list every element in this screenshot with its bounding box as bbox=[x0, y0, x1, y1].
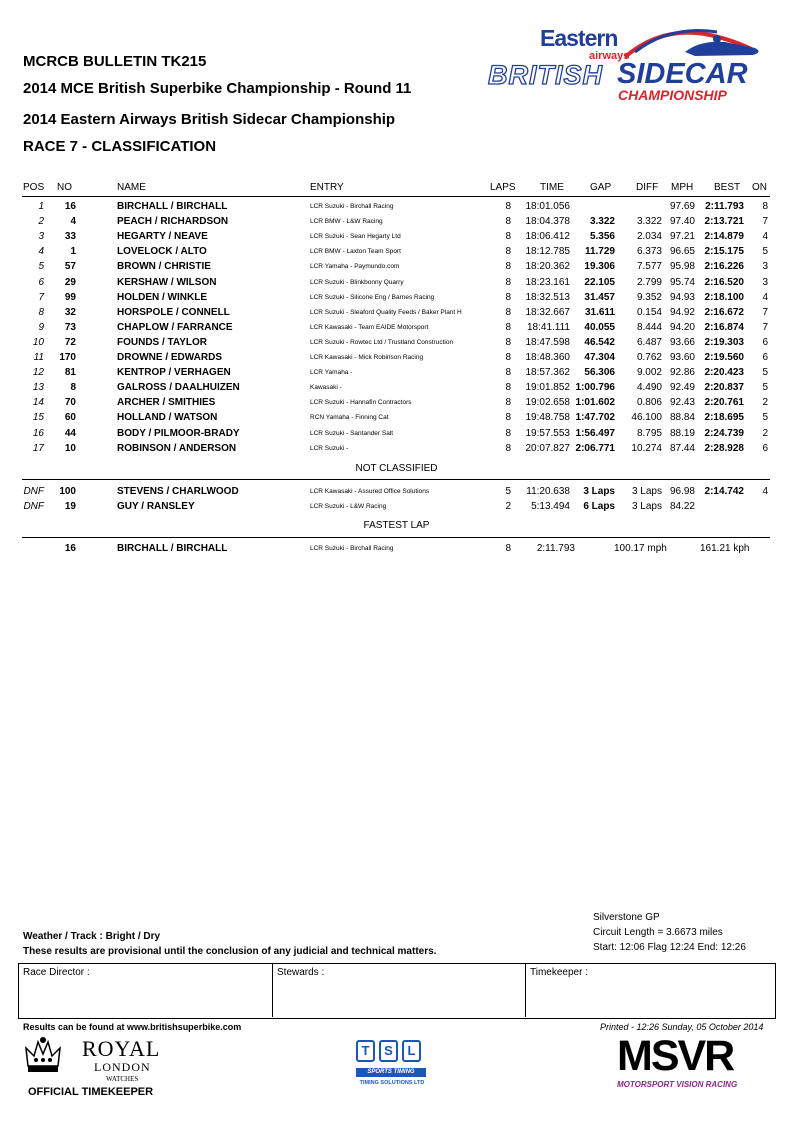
msvr-logo bbox=[617, 1032, 777, 1094]
royal-text: ROYAL bbox=[82, 1036, 161, 1061]
cell-laps: 8 bbox=[505, 201, 511, 212]
circuit-length: Circuit Length = 3.6673 miles bbox=[593, 927, 723, 938]
table-row bbox=[0, 229, 793, 244]
cell-gap: 31.611 bbox=[584, 306, 615, 318]
cell-time: 18:04.378 bbox=[525, 216, 570, 228]
tsl-letter: S bbox=[379, 1040, 398, 1062]
cell-diff: 0.806 bbox=[636, 397, 662, 409]
cell-laps: 8 bbox=[505, 427, 511, 439]
logo-sidecar: SIDECAR bbox=[617, 58, 748, 90]
tsl-logo bbox=[352, 1040, 432, 1092]
cell-pos: 3 bbox=[38, 231, 44, 243]
table-row bbox=[0, 335, 793, 350]
cell-entry: LCR BMW - Laxton Team Sport bbox=[310, 248, 401, 256]
cell-pos: 14 bbox=[32, 397, 44, 409]
cell-time: 18:12.785 bbox=[525, 246, 570, 258]
fastest-no: 16 bbox=[64, 543, 76, 554]
cell-no: 99 bbox=[64, 291, 76, 303]
cell-mph: 84.22 bbox=[669, 501, 695, 512]
cell-no: 60 bbox=[64, 412, 76, 424]
cell-on: 7 bbox=[762, 321, 768, 333]
cell-no: 8 bbox=[70, 382, 76, 394]
col-mph: MPH bbox=[671, 182, 694, 193]
cell-gap: 40.055 bbox=[584, 321, 615, 333]
cell-mph: 94.93 bbox=[669, 291, 695, 303]
cell-on: 8 bbox=[762, 201, 768, 212]
cell-gap: 1:00.796 bbox=[575, 382, 615, 394]
cell-on: 6 bbox=[762, 352, 768, 363]
fastest-name: BIRCHALL / BIRCHALL bbox=[117, 543, 228, 554]
cell-diff: 46.100 bbox=[631, 412, 662, 424]
cell-entry: LCR Suzuki - Santander Salt bbox=[310, 429, 394, 437]
col-name: NAME bbox=[117, 182, 146, 193]
cell-time: 18:57.362 bbox=[525, 367, 570, 379]
cell-gap: 5.356 bbox=[589, 231, 615, 243]
race-times: Start: 12:06 Flag 12:24 End: 12:26 bbox=[593, 942, 746, 953]
cell-name: HEGARTY / NEAVE bbox=[117, 231, 208, 243]
table-row bbox=[0, 410, 793, 425]
cell-on: 7 bbox=[762, 216, 768, 228]
not-classified-rule bbox=[22, 479, 770, 480]
race-director-label: Race Director : bbox=[23, 967, 90, 978]
cell-diff: 2.799 bbox=[636, 276, 662, 288]
tsl-subtitle: TIMING SOLUTIONS LTD bbox=[359, 1080, 425, 1086]
stewards-label: Stewards : bbox=[277, 967, 325, 978]
cell-laps: 8 bbox=[505, 367, 511, 379]
cell-name: ROBINSON / ANDERSON bbox=[117, 442, 237, 454]
table-row bbox=[0, 290, 793, 305]
cell-diff: 2.034 bbox=[636, 231, 662, 243]
col-time: TIME bbox=[540, 182, 564, 193]
cell-entry: LCR Suzuki - bbox=[310, 444, 349, 452]
table-row bbox=[0, 320, 793, 335]
cell-no: 33 bbox=[64, 231, 76, 243]
fastest-lap-row bbox=[0, 541, 793, 556]
cell-laps: 8 bbox=[505, 352, 511, 363]
tsl-sports-timing: SPORTS TIMING bbox=[356, 1068, 426, 1077]
cell-entry: RCN Yamaha - Finning Cat bbox=[310, 414, 389, 422]
cell-diff: 8.444 bbox=[636, 321, 662, 333]
cell-entry: LCR Suzuki - Rowtec Ltd / Trustland Construction bbox=[310, 338, 454, 346]
race-title: RACE 7 - CLASSIFICATION bbox=[23, 138, 217, 155]
cell-time: 18:32.667 bbox=[525, 306, 570, 318]
cell-on: 7 bbox=[762, 306, 768, 318]
cell-best: 2:16.672 bbox=[704, 306, 744, 318]
col-no: NO bbox=[57, 182, 72, 193]
cell-mph: 88.84 bbox=[669, 412, 695, 424]
cell-name: LOVELOCK / ALTO bbox=[117, 246, 207, 258]
cell-time: 19:48.758 bbox=[525, 412, 570, 424]
cell-laps: 8 bbox=[505, 246, 511, 258]
cell-gap: 1:47.702 bbox=[575, 412, 615, 424]
cell-laps: 8 bbox=[505, 306, 511, 318]
logo-championship: CHAMPIONSHIP bbox=[618, 87, 727, 103]
cell-diff: 4.490 bbox=[636, 382, 662, 394]
cell-time: 19:01.852 bbox=[525, 382, 570, 394]
cell-time: 5:13.494 bbox=[531, 501, 570, 512]
cell-pos: 15 bbox=[32, 412, 44, 424]
cell-no: 10 bbox=[64, 442, 76, 454]
cell-name: HORSPOLE / CONNELL bbox=[117, 306, 230, 318]
cell-no: 19 bbox=[64, 501, 76, 512]
cell-no: 32 bbox=[64, 306, 76, 318]
cell-diff: 9.002 bbox=[636, 367, 662, 379]
cell-pos: 11 bbox=[33, 352, 44, 363]
cell-mph: 95.74 bbox=[669, 276, 695, 288]
cell-laps: 8 bbox=[505, 216, 511, 228]
fastest-mph: 100.17 mph bbox=[614, 543, 667, 554]
cell-best: 2:24.739 bbox=[704, 427, 744, 439]
cell-mph: 96.65 bbox=[669, 246, 695, 258]
cell-gap: 11.729 bbox=[584, 246, 615, 258]
cell-best: 2:16.874 bbox=[704, 321, 744, 333]
cell-best: 2:19.560 bbox=[704, 352, 744, 363]
cell-entry: LCR Kawasaki - Assured Office Solutions bbox=[310, 488, 430, 495]
cell-name: BODY / PILMOOR-BRADY bbox=[117, 427, 240, 439]
provisional-notice: These results are provisional until the conclusion of any judicial and technical matters. bbox=[23, 946, 437, 957]
cell-pos: 2 bbox=[38, 216, 44, 228]
cell-best: 2:11.793 bbox=[705, 201, 744, 212]
cell-mph: 93.66 bbox=[669, 336, 695, 348]
logo-british: BRITISH bbox=[488, 60, 603, 90]
cell-laps: 5 bbox=[505, 486, 511, 497]
cell-best: 2:20.423 bbox=[704, 367, 744, 379]
cell-pos: 9 bbox=[38, 321, 44, 333]
cell-pos: 5 bbox=[38, 261, 44, 273]
official-timekeeper: OFFICIAL TIMEKEEPER bbox=[28, 1086, 154, 1098]
cell-pos: 17 bbox=[32, 442, 44, 454]
cell-time: 18:01.056 bbox=[525, 201, 570, 212]
table-row bbox=[0, 426, 793, 441]
cell-time: 18:20.362 bbox=[525, 261, 570, 273]
cell-best: 2:18.100 bbox=[704, 291, 744, 303]
cell-name: FOUNDS / TAYLOR bbox=[117, 336, 208, 348]
table-row bbox=[0, 275, 793, 290]
cell-best: 2:13.721 bbox=[704, 216, 744, 228]
cell-diff: 3.322 bbox=[636, 216, 662, 228]
cell-best: 2:14.742 bbox=[704, 486, 744, 497]
cell-on: 4 bbox=[762, 231, 768, 243]
cell-mph: 87.44 bbox=[669, 442, 695, 454]
stewards-cell bbox=[273, 964, 526, 1017]
cell-time: 18:23.161 bbox=[525, 276, 570, 288]
cell-diff: 3 Laps bbox=[631, 501, 662, 512]
cell-no: 73 bbox=[64, 321, 76, 333]
cell-diff: 3 Laps bbox=[631, 486, 662, 497]
cell-name: DROWNE / EDWARDS bbox=[117, 352, 222, 363]
col-laps: LAPS bbox=[490, 182, 516, 193]
cell-mph: 95.98 bbox=[669, 261, 695, 273]
london-text: LONDON bbox=[94, 1060, 151, 1074]
cell-laps: 8 bbox=[505, 336, 511, 348]
cell-gap: 2:06.771 bbox=[575, 442, 615, 454]
table-row bbox=[0, 199, 793, 214]
cell-gap: 1:56.497 bbox=[575, 427, 615, 439]
cell-time: 18:06.412 bbox=[525, 231, 570, 243]
tsl-letter: L bbox=[402, 1040, 421, 1062]
table-row bbox=[0, 395, 793, 410]
cell-pos: 7 bbox=[38, 291, 44, 303]
cell-no: 16 bbox=[64, 201, 76, 212]
cell-mph: 93.60 bbox=[669, 352, 695, 363]
timekeeper-cell bbox=[526, 964, 775, 1017]
cell-gap: 6 Laps bbox=[583, 501, 615, 512]
cell-no: 57 bbox=[64, 261, 76, 273]
signature-box bbox=[18, 963, 776, 1019]
cell-mph: 97.40 bbox=[669, 216, 695, 228]
cell-name: KENTROP / VERHAGEN bbox=[117, 367, 231, 379]
cell-entry: LCR Suzuki - Birchall Racing bbox=[310, 203, 394, 210]
cell-mph: 92.43 bbox=[669, 397, 695, 409]
table-row bbox=[0, 244, 793, 259]
header-rule bbox=[22, 196, 770, 197]
logo-eastern: Eastern bbox=[540, 25, 618, 51]
cell-entry: LCR BMW - L&W Racing bbox=[310, 218, 383, 226]
cell-entry: LCR Suzuki - Hannafin Contractors bbox=[310, 399, 412, 407]
cell-pos: 12 bbox=[32, 367, 44, 379]
cell-name: HOLLAND / WATSON bbox=[117, 412, 218, 424]
cell-gap: 22.105 bbox=[584, 276, 615, 288]
cell-name: STEVENS / CHARLWOOD bbox=[117, 486, 239, 497]
cell-no: 81 bbox=[64, 367, 76, 379]
table-row bbox=[0, 350, 793, 365]
cell-laps: 8 bbox=[505, 291, 511, 303]
cell-name: PEACH / RICHARDSON bbox=[117, 216, 229, 228]
cell-entry: LCR Suzuki - Sean Hegarty Ltd bbox=[310, 233, 401, 241]
cell-no: 100 bbox=[59, 486, 76, 497]
cell-time: 19:57.553 bbox=[525, 427, 570, 439]
logo-airways: airways bbox=[589, 50, 630, 62]
cell-best: 2:20.837 bbox=[704, 382, 744, 394]
cell-best: 2:19.303 bbox=[704, 336, 744, 348]
cell-best: 2:14.879 bbox=[704, 231, 744, 243]
cell-mph: 97.21 bbox=[669, 231, 695, 243]
table-row bbox=[0, 214, 793, 229]
cell-on: 3 bbox=[762, 276, 768, 288]
fastest-lap-number: 8 bbox=[505, 543, 511, 554]
cell-name: KERSHAW / WILSON bbox=[117, 276, 217, 288]
table-row bbox=[0, 484, 793, 499]
cell-mph: 92.86 bbox=[669, 367, 695, 379]
royal-london-logo bbox=[22, 1036, 172, 1102]
cell-name: ARCHER / SMITHIES bbox=[117, 397, 216, 409]
cell-no: 4 bbox=[70, 216, 76, 228]
cell-diff: 0.762 bbox=[636, 352, 662, 363]
watches-text: WATCHES bbox=[106, 1075, 139, 1083]
cell-entry: LCR Suzuki - L&W Racing bbox=[310, 503, 387, 510]
not-classified-heading: NOT CLASSIFIED bbox=[355, 463, 438, 474]
cell-on: 4 bbox=[762, 291, 768, 303]
cell-pos: DNF bbox=[23, 501, 44, 512]
cell-pos: 4 bbox=[38, 246, 44, 258]
col-diff: DIFF bbox=[636, 182, 659, 193]
cell-laps: 8 bbox=[505, 397, 511, 409]
cell-mph: 88.19 bbox=[669, 427, 695, 439]
cell-on: 5 bbox=[762, 246, 768, 258]
cell-no: 170 bbox=[59, 352, 76, 363]
cell-gap: 19.306 bbox=[584, 261, 615, 273]
table-row bbox=[0, 259, 793, 274]
cell-gap: 31.457 bbox=[584, 291, 615, 303]
cell-pos: 6 bbox=[38, 276, 44, 288]
cell-no: 72 bbox=[64, 336, 76, 348]
cell-laps: 8 bbox=[505, 382, 511, 394]
cell-diff: 6.487 bbox=[636, 336, 662, 348]
cell-pos: DNF bbox=[23, 486, 44, 497]
table-row bbox=[0, 305, 793, 320]
cell-name: CHAPLOW / FARRANCE bbox=[117, 321, 233, 333]
cell-entry: LCR Suzuki - Silicone Eng / Barnes Racing bbox=[310, 293, 435, 301]
col-best: BEST bbox=[714, 182, 741, 193]
cell-best: 2:28.928 bbox=[704, 442, 744, 454]
cell-name: HOLDEN / WINKLE bbox=[117, 291, 207, 303]
cell-time: 18:41.111 bbox=[526, 321, 570, 333]
cell-mph: 94.92 bbox=[669, 306, 695, 318]
cell-diff: 7.577 bbox=[636, 261, 662, 273]
cell-entry: LCR Suzuki - Blinkbonny Quarry bbox=[310, 278, 404, 286]
cell-entry: LCR Yamaha - Paymundo.com bbox=[310, 263, 400, 271]
crown-icon bbox=[22, 1036, 64, 1080]
cell-entry: LCR Yamaha - bbox=[310, 369, 353, 377]
col-gap: GAP bbox=[590, 182, 612, 193]
cell-time: 18:48.360 bbox=[525, 352, 570, 363]
bulletin-title: MCRCB BULLETIN TK215 bbox=[23, 53, 207, 70]
col-on: ON bbox=[752, 182, 767, 193]
cell-laps: 2 bbox=[505, 501, 511, 512]
cell-diff: 9.352 bbox=[636, 291, 662, 303]
cell-mph: 96.98 bbox=[669, 486, 695, 497]
cell-time: 11:20.638 bbox=[526, 486, 570, 497]
cell-time: 20:07.827 bbox=[525, 442, 570, 454]
cell-on: 6 bbox=[762, 336, 768, 348]
cell-diff: 0.154 bbox=[636, 306, 662, 318]
cell-laps: 8 bbox=[505, 442, 511, 454]
cell-gap: 3.322 bbox=[589, 216, 615, 228]
cell-pos: 16 bbox=[32, 427, 44, 439]
cell-pos: 8 bbox=[38, 306, 44, 318]
msvr-subtitle: MOTORSPORT VISION RACING bbox=[617, 1080, 738, 1089]
cell-on: 3 bbox=[762, 261, 768, 273]
cell-entry: Kawasaki - bbox=[310, 384, 342, 392]
fastest-kph: 161.21 kph bbox=[700, 543, 750, 554]
cell-no: 44 bbox=[64, 427, 76, 439]
col-entry: ENTRY bbox=[310, 182, 344, 193]
cell-on: 2 bbox=[762, 397, 768, 409]
cell-on: 5 bbox=[762, 412, 768, 424]
cell-entry: LCR Kawasaki - Team EAIDE Motorsport bbox=[310, 323, 429, 331]
fastest-time: 2:11.793 bbox=[536, 543, 575, 554]
cell-gap: 3 Laps bbox=[583, 486, 615, 497]
fastest-lap-heading: FASTEST LAP bbox=[363, 520, 430, 531]
cell-on: 5 bbox=[762, 367, 768, 379]
cell-pos: 13 bbox=[32, 382, 44, 394]
cell-name: BIRCHALL / BIRCHALL bbox=[117, 201, 228, 212]
cell-mph: 97.69 bbox=[669, 201, 695, 212]
cell-best: 2:16.226 bbox=[704, 261, 744, 273]
cell-laps: 8 bbox=[505, 276, 511, 288]
cell-no: 29 bbox=[64, 276, 76, 288]
cell-gap: 56.306 bbox=[584, 367, 615, 379]
cell-gap: 1:01.602 bbox=[575, 397, 615, 409]
cell-time: 18:32.513 bbox=[525, 291, 570, 303]
cell-laps: 8 bbox=[505, 231, 511, 243]
cell-entry: LCR Suzuki - Sleaford Quality Feeds / Baker Plant H bbox=[310, 308, 462, 316]
table-row bbox=[0, 499, 793, 514]
cell-name: GUY / RANSLEY bbox=[117, 501, 195, 512]
weather-track: Weather / Track : Bright / Dry bbox=[23, 931, 161, 942]
cell-no: 70 bbox=[64, 397, 76, 409]
cell-laps: 8 bbox=[505, 321, 511, 333]
cell-diff: 8.795 bbox=[636, 427, 662, 439]
printed-timestamp: Printed - 12:26 Sunday, 05 October 2014 bbox=[600, 1022, 764, 1032]
cell-entry: LCR Kawasaki - Mick Robinson Racing bbox=[310, 354, 424, 361]
cell-best: 2:20.761 bbox=[704, 397, 744, 409]
cell-best: 2:16.520 bbox=[704, 276, 744, 288]
cell-pos: 1 bbox=[38, 201, 44, 212]
cell-best: 2:18.695 bbox=[704, 412, 744, 424]
timekeeper-label: Timekeeper : bbox=[530, 967, 588, 978]
cell-time: 19:02.658 bbox=[525, 397, 570, 409]
race-director-cell bbox=[19, 964, 273, 1017]
cell-name: BROWN / CHRISTIE bbox=[117, 261, 211, 273]
msvr-text: MSVR bbox=[617, 1032, 734, 1080]
table-row bbox=[0, 380, 793, 395]
fastest-lap-rule bbox=[22, 537, 770, 538]
cell-on: 2 bbox=[762, 427, 768, 439]
cell-mph: 92.49 bbox=[669, 382, 695, 394]
results-website: Results can be found at www.britishsuperbike.com bbox=[23, 1022, 242, 1032]
cell-on: 4 bbox=[762, 486, 768, 497]
cell-diff: 10.274 bbox=[631, 442, 662, 454]
cell-on: 5 bbox=[762, 382, 768, 394]
event-title: 2014 MCE British Superbike Championship - Round 11 bbox=[23, 80, 412, 97]
cell-laps: 8 bbox=[505, 412, 511, 424]
col-pos: POS bbox=[23, 182, 45, 193]
table-row bbox=[0, 365, 793, 380]
cell-diff: 6.373 bbox=[636, 246, 662, 258]
cell-pos: 10 bbox=[32, 336, 44, 348]
championship-logo bbox=[485, 22, 770, 107]
cell-time: 18:47.598 bbox=[525, 336, 570, 348]
series-title: 2014 Eastern Airways British Sidecar Championship bbox=[23, 111, 396, 128]
cell-gap: 47.304 bbox=[584, 352, 615, 363]
cell-gap: 46.542 bbox=[584, 336, 615, 348]
cell-no: 1 bbox=[70, 246, 76, 258]
table-row bbox=[0, 441, 793, 456]
cell-on: 6 bbox=[762, 442, 768, 454]
tsl-letter: T bbox=[356, 1040, 375, 1062]
cell-name: GALROSS / DAALHUIZEN bbox=[117, 382, 240, 394]
cell-laps: 8 bbox=[505, 261, 511, 273]
fastest-entry: LCR Suzuki - Birchall Racing bbox=[310, 545, 394, 552]
cell-best: 2:15.175 bbox=[704, 246, 744, 258]
circuit-name: Silverstone GP bbox=[593, 912, 660, 923]
cell-mph: 94.20 bbox=[669, 321, 695, 333]
